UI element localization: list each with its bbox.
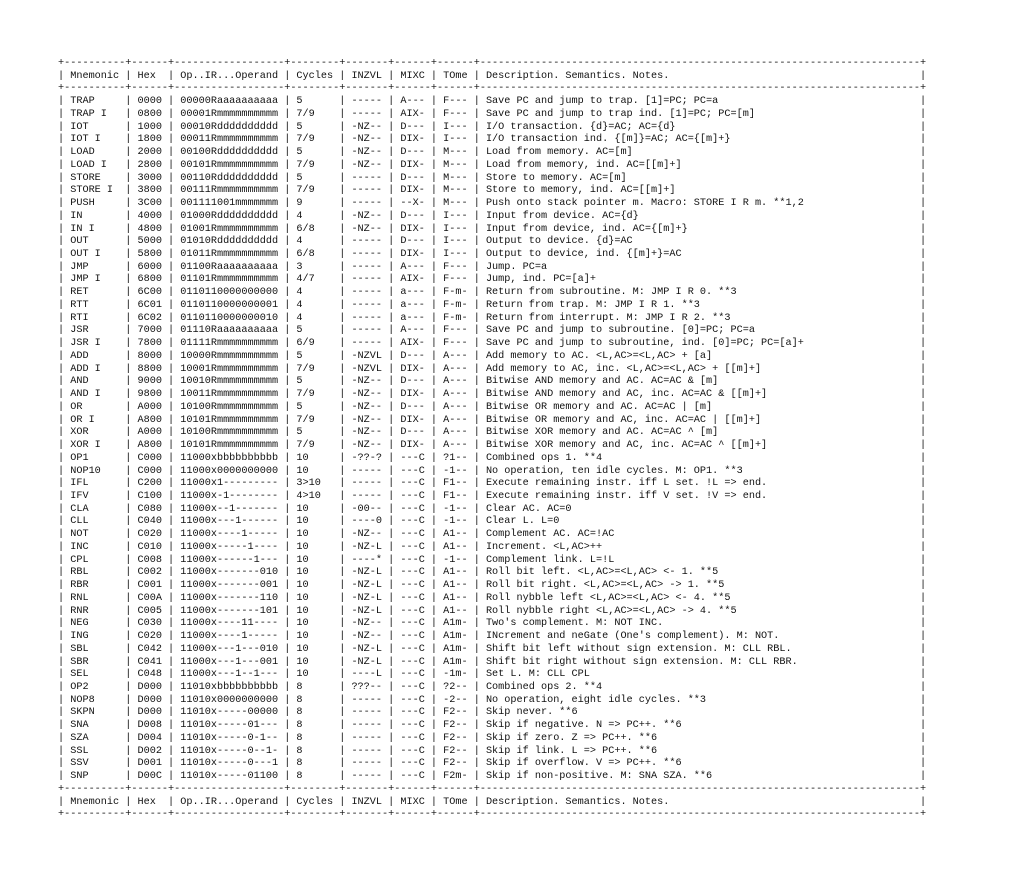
table-row: | NOP8 | D000 | 11010x0000000000 | 8 | ----- | ---C | -2-- | No operation, eight idle cycles. **3 | — [58, 694, 927, 706]
table-row: | SSL | D002 | 11010x-----0--1- | 8 | ----- | ---C | F2-- | Skip if link. L => PC++. **6 | — [58, 745, 927, 757]
table-row: | IN I | 4800 | 01001Rmmmmmmmmmm | 6/8 | -NZ-- | DIX- | I--- | Input from device, ind. AC={[m]+} | — [58, 223, 927, 235]
table-row: | STORE | 3000 | 00110Rdddddddddd | 5 | ----- | D--- | M--- | Store to memory. AC=[m] | — [58, 172, 927, 184]
table-header-row: | Mnemonic | Hex | Op..IR...Operand | Cycles | INZVL | MIXC | TOme | Description. Semantics. Notes. | — [58, 70, 927, 82]
table-row: | ADD | 8000 | 10000Rmmmmmmmmmm | 5 | -NZVL | D--- | A--- | Add memory to AC. <L,AC>=<L,AC> + [a] | — [58, 350, 927, 362]
table-row: | INC | C010 | 11000x-----1---- | 10 | -NZ-L | ---C | A1-- | Increment. <L,AC>++ | — [58, 541, 927, 553]
table-row: | TRAP I | 0800 | 00001Rmmmmmmmmmm | 7/9 | ----- | AIX- | F--- | Save PC and jump to trap ind. [1]=PC; PC=[m] | — [58, 108, 927, 120]
table-row: | JSR | 7000 | 01110Raaaaaaaaaa | 5 | ----- | A--- | F--- | Save PC and jump to subroutine. [0]=PC; PC=a | — [58, 325, 927, 337]
table-row: | PUSH | 3C00 | 001111001mmmmmmm | 9 | ----- | --X- | M--- | Push onto stack pointer m. Macro: STORE I R m. **1,2 | — [58, 198, 927, 210]
table-row: | NOT | C020 | 11000x----1----- | 10 | -NZ-- | ---C | A1-- | Complement AC. AC=!AC | — [58, 529, 927, 541]
table-border-separator: +----------+------+------------------+--------+-------+------+------+------------------------------------------------------------------------+ — [58, 83, 927, 95]
table-row: | SZA | D004 | 11010x-----0-1-- | 8 | ----- | ---C | F2-- | Skip if zero. Z => PC++. **6 | — [58, 732, 927, 744]
table-row: | IOT I | 1800 | 00011Rmmmmmmmmmm | 7/9 | -NZ-- | DIX- | I--- | I/O transaction ind. {[m]}=AC; AC={[m]+} | — [58, 134, 927, 146]
table-row: | NOP10 | C000 | 11000x0000000000 | 10 | ----- | ---C | -1-- | No operation, ten idle cycles. M: OP1. **3 | — [58, 465, 927, 477]
table-row: | XOR I | A800 | 10101Rmmmmmmmmmm | 7/9 | -NZ-- | DIX- | A--- | Bitwise XOR memory and AC, inc. AC=AC ^ [[m]+] | — [58, 440, 927, 452]
table-row: | RTT | 6C01 | 0110110000000001 | 4 | ----- | a--- | F-m- | Return from trap. M: JMP I R 1. **3 | — [58, 299, 927, 311]
table-row: | SBL | C042 | 11000x---1---010 | 10 | -NZ-L | ---C | A1m- | Shift bit left without sign extension. M: CLL RBL. | — [58, 643, 927, 655]
table-row: | CLA | C080 | 11000x--1------- | 10 | -00-- | ---C | -1-- | Clear AC. AC=0 | — [58, 503, 927, 515]
table-row: | OP2 | D000 | 11010xbbbbbbbbbb | 8 | ???-- | ---C | ?2-- | Combined ops 2. **4 | — [58, 681, 927, 693]
table-row: | SNP | D00C | 11010x-----01100 | 8 | ----- | ---C | F2m- | Skip if non-positive. M: SNA SZA. **6 | — [58, 771, 927, 783]
table-row: | RBR | C001 | 11000x-------001 | 10 | -NZ-L | ---C | A1-- | Roll bit right. <L,AC>=<L,AC> -> 1. **5 | — [58, 580, 927, 592]
table-row: | AND | 9000 | 10010Rmmmmmmmmmm | 5 | -NZ-- | D--- | A--- | Bitwise AND memory and AC. AC=AC & [m] | — [58, 376, 927, 388]
table-row: | OUT I | 5800 | 01011Rmmmmmmmmmm | 6/8 | ----- | DIX- | I--- | Output to device, ind. {[m]+}=AC | — [58, 249, 927, 261]
table-row: | SEL | C048 | 11000x---1--1--- | 10 | ----L | ---C | -1m- | Set L. M: CLL CPL | — [58, 669, 927, 681]
table-row: | OUT | 5000 | 01010Rdddddddddd | 4 | ----- | D--- | I--- | Output to device. {d}=AC | — [58, 236, 927, 248]
table-row: | CPL | C008 | 11000x------1--- | 10 | ----* | ---C | -1-- | Complement link. L=!L | — [58, 554, 927, 566]
table-row: | OR I | A800 | 10101Rmmmmmmmmmm | 7/9 | -NZ-- | DIX- | A--- | Bitwise OR memory and AC, inc. AC=AC | [[m]+] | — [58, 414, 927, 426]
table-row: | OR | A000 | 10100Rmmmmmmmmmm | 5 | -NZ-- | D--- | A--- | Bitwise OR memory and AC. AC=AC | [m] | — [58, 401, 927, 413]
table-row: | JMP | 6000 | 01100Raaaaaaaaaa | 3 | ----- | A--- | F--- | Jump. PC=a | — [58, 261, 927, 273]
instruction-set-table — [58, 58, 926, 822]
table-row: | JSR I | 7800 | 01111Rmmmmmmmmmm | 6/9 | ----- | AIX- | F--- | Save PC and jump to subroutine, ind. [0]=PC; PC=[a]+ | — [58, 338, 927, 350]
table-border-bottom: +----------+------+------------------+--------+-------+------+------+------------------------------------------------------------------------+ — [58, 809, 927, 821]
table-row: | ING | C020 | 11000x----1----- | 10 | -NZ-- | ---C | A1m- | INcrement and neGate (One's complement). M: NOT. | — [58, 631, 927, 643]
table-row: | OP1 | C000 | 11000xbbbbbbbbbb | 10 | -??-? | ---C | ?1-- | Combined ops 1. **4 | — [58, 452, 927, 464]
table-border-top: +----------+------+------------------+--------+-------+------+------+------------------------------------------------------------------------+ — [58, 58, 927, 69]
table-row: | JMP I | 6800 | 01101Rmmmmmmmmmm | 4/7 | ----- | AIX- | F--- | Jump, ind. PC=[a]+ | — [58, 274, 927, 286]
table-row: | RNR | C005 | 11000x-------101 | 10 | -NZ-L | ---C | A1-- | Roll nybble right <L,AC>=<L,AC> -> 4. **5 | — [58, 605, 927, 617]
table-row: | SNA | D008 | 11010x-----01--- | 8 | ----- | ---C | F2-- | Skip if negative. N => PC++. **6 | — [58, 720, 927, 732]
table-row: | LOAD | 2000 | 00100Rdddddddddd | 5 | -NZ-- | D--- | M--- | Load from memory. AC=[m] | — [58, 147, 927, 159]
table-row: | RBL | C002 | 11000x-------010 | 10 | -NZ-L | ---C | A1-- | Roll bit left. <L,AC>=<L,AC> <- 1. **5 | — [58, 567, 927, 579]
table-row: | NEG | C030 | 11000x----11---- | 10 | -NZ-- | ---C | A1m- | Two's complement. M: NOT INC. | — [58, 618, 927, 630]
table-row: | ADD I | 8800 | 10001Rmmmmmmmmmm | 7/9 | -NZVL | DIX- | A--- | Add memory to AC, inc. <L,AC>=<L,AC> + [[m]+] | — [58, 363, 927, 375]
table-row: | RNL | C00A | 11000x-------110 | 10 | -NZ-L | ---C | A1-- | Roll nybble left <L,AC>=<L,AC> <- 4. **5 | — [58, 592, 927, 604]
table-row: | LOAD I | 2800 | 00101Rmmmmmmmmmm | 7/9 | -NZ-- | DIX- | M--- | Load from memory, ind. AC=[[m]+] | — [58, 159, 927, 171]
table-footer-header-row: | Mnemonic | Hex | Op..IR...Operand | Cycles | INZVL | MIXC | TOme | Description. Semantics. Notes. | — [58, 796, 927, 808]
table-row: | AND I | 9800 | 10011Rmmmmmmmmmm | 7/9 | -NZ-- | DIX- | A--- | Bitwise AND memory and AC, inc. AC=AC & [[m]+] | — [58, 389, 927, 401]
table-row: | CLL | C040 | 11000x---1------ | 10 | ----0 | ---C | -1-- | Clear L. L=0 | — [58, 516, 927, 528]
table-row: | RET | 6C00 | 0110110000000000 | 4 | ----- | a--- | F-m- | Return from subroutine. M: JMP I R 0. **3 | — [58, 287, 927, 299]
table-row: | SSV | D001 | 11010x-----0---1 | 8 | ----- | ---C | F2-- | Skip if overflow. V => PC++. **6 | — [58, 758, 927, 770]
table-row: | TRAP | 0000 | 00000Raaaaaaaaaa | 5 | ----- | A--- | F--- | Save PC and jump to trap. [1]=PC; PC=a | — [58, 96, 927, 108]
table-row: | IFV | C100 | 11000x-1-------- | 4>10 | ----- | ---C | F1-- | Execute remaining instr. iff V set. !V => end. | — [58, 490, 927, 502]
table-row: | SBR | C041 | 11000x---1---001 | 10 | -NZ-L | ---C | A1m- | Shift bit right without sign extension. M: CLL RBR. | — [58, 656, 927, 668]
table-row: | IFL | C200 | 11000x1--------- | 3>10 | ----- | ---C | F1-- | Execute remaining instr. iff L set. !L => end. | — [58, 478, 927, 490]
table-row: | IOT | 1000 | 00010Rdddddddddd | 5 | -NZ-- | D--- | I--- | I/O transaction. {d}=AC; AC={d} | — [58, 121, 927, 133]
table-row: | STORE I | 3800 | 00111Rmmmmmmmmmm | 7/9 | ----- | DIX- | M--- | Store to memory, ind. AC=[[m]+] | — [58, 185, 927, 197]
table-row: | RTI | 6C02 | 0110110000000010 | 4 | ----- | a--- | F-m- | Return from interrupt. M: JMP I R 2. **3 | — [58, 312, 927, 324]
table-row: | XOR | A000 | 10100Rmmmmmmmmmm | 5 | -NZ-- | D--- | A--- | Bitwise XOR memory and AC. AC=AC ^ [m] | — [58, 427, 927, 439]
table-row: | SKPN | D000 | 11010x-----00000 | 8 | ----- | ---C | F2-- | Skip never. **6 | — [58, 707, 927, 719]
table-row: | IN | 4000 | 01000Rdddddddddd | 4 | -NZ-- | D--- | I--- | Input from device. AC={d} | — [58, 210, 927, 222]
table-border-separator: +----------+------+------------------+--------+-------+------+------+------------------------------------------------------------------------+ — [58, 783, 927, 795]
